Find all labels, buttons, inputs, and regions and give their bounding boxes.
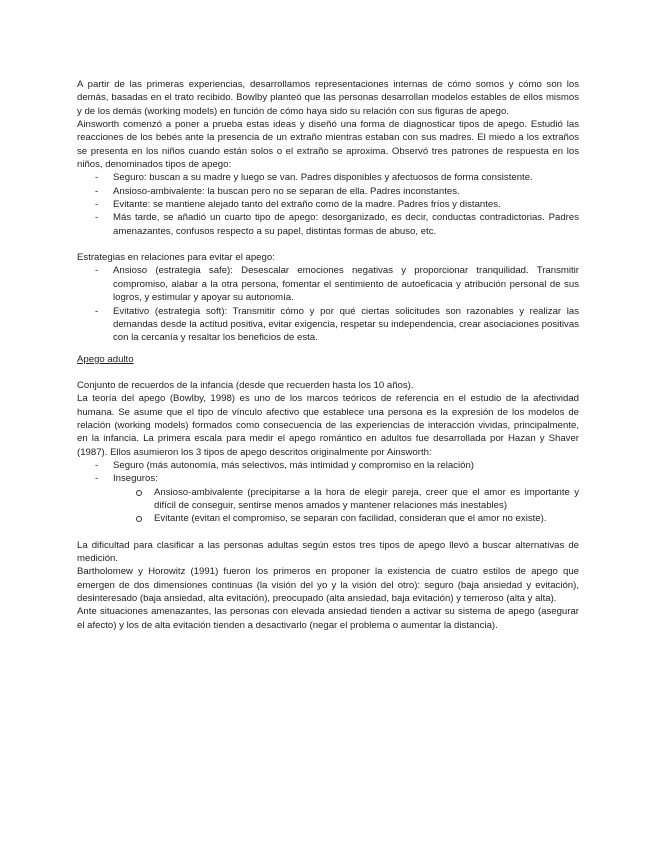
adult-paragraph-bartholomew: Bartholomew y Horowitz (1991) fueron los primeros en proponer la existencia de cuatro estilos de apego que emergen de dos dimensiones continuas (la visión del yo y la visión del otro): seguro (baja ansiedad y evitación), desinteresado (baja ansiedad, alta evitación), preocupado (alta ansiedad, baja evitación) y temeroso (alta y alta).	[77, 566, 579, 605]
dash-bullet: -	[95, 185, 99, 197]
section-heading-apego-adulto: Apego adulto	[77, 353, 134, 365]
dash-bullet: -	[95, 199, 99, 211]
adult-paragraph-recuerdos: Conjunto de recuerdos de la infancia (desde que recuerden hasta los 10 años).	[77, 379, 414, 391]
list-item-text: Más tarde, se añadió un cuarto tipo de apego: desorganizado, es decir, conductas contradictorias. Padres amenazantes, confusos respecto a su papel, distintas formas de abuso, etc.	[113, 212, 579, 237]
dash-bullet: -	[95, 305, 99, 317]
list-item	[77, 171, 579, 184]
list-item-text: Seguro: buscan a su madre y luego se van. Padres disponibles y afectuosos de forma consistente.	[113, 172, 533, 184]
list-item	[77, 198, 579, 211]
dash-bullet: -	[95, 172, 99, 184]
circle-bullet	[136, 516, 142, 522]
adult-types-list	[77, 459, 579, 526]
list-item-text: Inseguros:	[113, 473, 158, 485]
list-item	[77, 211, 579, 238]
adult-paragraph-amenazantes: Ante situaciones amenazantes, las personas con elevada ansiedad tienden a activar su sistema de apego (asegurar el afecto) y los de alta evitación tienden a desactivarlo (negar el problema o aumentar la distancia).	[77, 606, 579, 631]
adult-paragraph-dificultad: La dificultad para clasificar a las personas adultas según estos tres tipos de apego llevó a buscar alternativas de medición.	[77, 539, 579, 564]
intro-paragraph-ainsworth: Ainsworth comenzó a poner a prueba estas ideas y diseñó una forma de diagnosticar tipos de apego. Estudió las reacciones de los bebés ante la presencia de un extraño mientras estaban con sus madres. El miedo a los extraños se presenta en los niños cuando están solos o el extraño se aproxima. Observó tres patrones de respuesta en los niños, denominados tipos de apego:	[77, 119, 579, 171]
list-item-text: Evitante: se mantiene alejado tanto del extraño como de la madre. Padres fríos y distantes.	[113, 199, 501, 211]
document-page	[77, 78, 579, 632]
list-item-text: Evitante (evitan el compromiso, se separan con facilidad, consideran que el amor no existe).	[154, 513, 547, 525]
dash-bullet: -	[95, 212, 99, 224]
dash-bullet: -	[95, 265, 99, 277]
intro-paragraph-bowlby: A partir de las primeras experiencias, desarrollamos representaciones internas de cómo somos y cómo son los demás, basadas en el trato recibido. Bowlby planteó que las personas desarrollan modelos estables de ellos mismos y de los demás (working models) en función de cómo haya sido su relación con sus figuras de apego.	[77, 79, 579, 117]
list-item	[77, 264, 579, 304]
strategies-list	[77, 264, 579, 344]
insecure-subtypes-list	[113, 486, 579, 526]
list-item	[113, 512, 579, 525]
attachment-types-list	[77, 171, 579, 238]
dash-bullet: -	[95, 473, 99, 485]
list-item	[77, 305, 579, 345]
list-item-text: Evitativo (estrategia soft): Transmitir cómo y por qué ciertas solicitudes son razonables y realizar las demandas desde la actitud positiva, evitar exigencia, respetar su independencia, crear asociaciones positivas con la cercanía y resaltar los beneficios de esta.	[113, 305, 579, 344]
list-item	[77, 185, 579, 198]
circle-bullet	[136, 490, 142, 496]
list-item	[77, 459, 579, 472]
list-item-text: Seguro (más autonomía, más selectivos, más intimidad y compromiso en la relación)	[113, 459, 474, 471]
strategies-title: Estrategias en relaciones para evitar el apego:	[77, 252, 275, 264]
list-item	[113, 486, 579, 513]
dash-bullet: -	[95, 459, 99, 471]
list-item-text: Ansioso-ambivalente (precipitarse a la hora de elegir pareja, creer que el amor es importante y difícil de conseguir, sentirse menos amados y mantener relaciones más inestables)	[154, 486, 579, 511]
list-item	[77, 472, 579, 525]
adult-paragraph-teoria: La teoría del apego (Bowlby, 1998) es uno de los marcos teóricos de referencia en el estudio de la afectividad humana. Se asume que el tipo de vínculo afectivo que establece una persona es la expresión de los modelos de relación (working models) formados como consecuencia de las experiencias de interacción vividas, principalmente, en la infancia. La primera escala para medir el apego romántico en adultos fue desarrollada por Hazan y Shaver (1987). Ellos asumieron los 3 tipos de apego descritos originalmente por Ainsworth:	[77, 393, 579, 458]
list-item-text: Ansioso (estrategia safe): Desescalar emociones negativas y proporcionar tranquilidad. Transmitir compromiso, alabar a la otra persona, fomentar el sentimiento de autoeficacia y atribución personal de sus logros, y estimular y apoyar su autonomía.	[113, 265, 579, 304]
list-item-text: Ansioso-ambivalente: la buscan pero no se separan de ella. Padres inconstantes.	[113, 185, 460, 197]
